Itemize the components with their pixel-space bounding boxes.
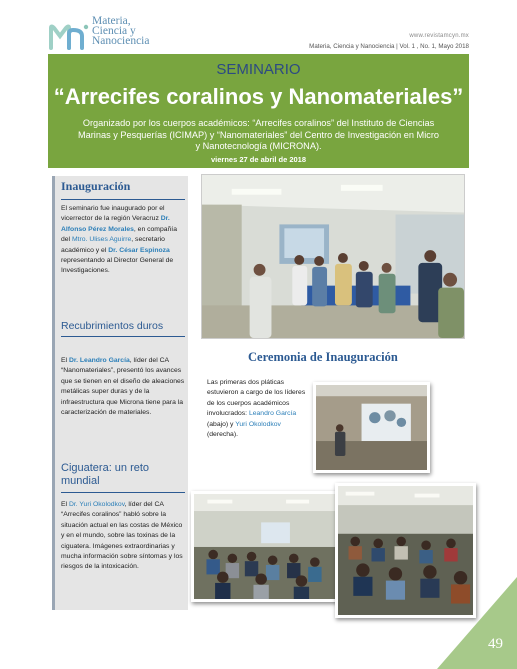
section-title: Ciguatera: un reto mundial xyxy=(61,462,150,487)
section-divider xyxy=(61,336,185,337)
person-name: Yuri Okolodkov xyxy=(235,420,281,428)
section-ciguatera xyxy=(55,460,191,493)
seminar-banner xyxy=(48,54,469,168)
inauguration-photo xyxy=(201,174,465,339)
person-name: Dr. César Espinoza xyxy=(108,246,170,254)
section-divider xyxy=(61,199,185,200)
person-name: Dr. Alfonso Pérez Morales xyxy=(61,215,170,233)
person-name: Leandro García xyxy=(248,410,297,418)
organizers-text: Organizado por los cuerpos académicos: “Arrecifes coralinos” del Instituto de Ciencias Marinas y Pesquerías (ICIMAP) y “Nanomateriales” del Centro de Investigación en Micro y Nanotecnología (MICRONA). xyxy=(77,118,439,151)
left-sidebar xyxy=(52,176,188,610)
person-name: Dr. Yuri Okolodkov xyxy=(68,501,125,508)
corner-decoration xyxy=(437,577,517,669)
journal-logo-text: Materia, Ciencia y Nanociencia xyxy=(92,15,150,47)
seminar-date: viernes 27 de abril de 2018 xyxy=(210,155,307,164)
audience-photo xyxy=(191,491,338,602)
section-title: Inauguración xyxy=(61,179,131,193)
site-url[interactable]: www.revistamcyn.mx xyxy=(409,33,469,39)
banner-kicker: SEMINARIO xyxy=(216,61,301,78)
speaker-photo xyxy=(313,382,430,473)
journal-logo-icon xyxy=(48,22,90,52)
ceremony-caption: Las primeras dos pláticas estuvieron a cargo de los líderes de los cuerpos académicos involucrados: Leandro García (abajo) y Yuri Okolodkov (derecha). xyxy=(207,379,306,439)
ceremony-heading: Ceremonia de Inauguración xyxy=(248,350,398,364)
inauguracion-text: El seminario fue inaugurado por el vicerrector de la región Veracruz Dr. Alfonso Pérez Morales, en compañía del Mtro. Ulises Aguirre, secretario académico y el Dr. César Espinoza representando al Director General de Investigaciones. xyxy=(61,205,177,275)
recubrimientos-text: El Dr. Leandro García, líder del CA “Nanomateriales”, presentó los avances que se tienen en el diseño de aleaciones metálicas super duras y de la infraestructura que Microna tiene para la caracterización de materiales. xyxy=(61,357,185,417)
seminar-title: “Arrecifes coralinos y Nanomateriales” xyxy=(53,84,464,109)
journal-issue-line: Materia, Ciencia y Nanociencia | Vol. 1 , No. 1, Mayo 2018 xyxy=(309,43,469,50)
section-inauguracion xyxy=(55,176,191,200)
section-divider xyxy=(61,492,185,493)
ciguatera-text: El Dr. Yuri Okolodkov, líder del CA “Arrecifes coralinos” habló sobre la situación actual en las costas de México y en el mundo, sobre las toxinas de la ciguatera. Imágenes extraordinarias y mucha información sobre síntomas y los riesgos de la intoxicación. xyxy=(61,501,183,571)
person-name: Mtro. Ulises Aguirre xyxy=(71,236,132,244)
section-title: Recubrimientos duros xyxy=(61,320,164,332)
page-number: 49 xyxy=(488,636,503,652)
person-name: Dr. Leandro García xyxy=(68,357,130,364)
section-recubrimientos xyxy=(55,318,191,337)
